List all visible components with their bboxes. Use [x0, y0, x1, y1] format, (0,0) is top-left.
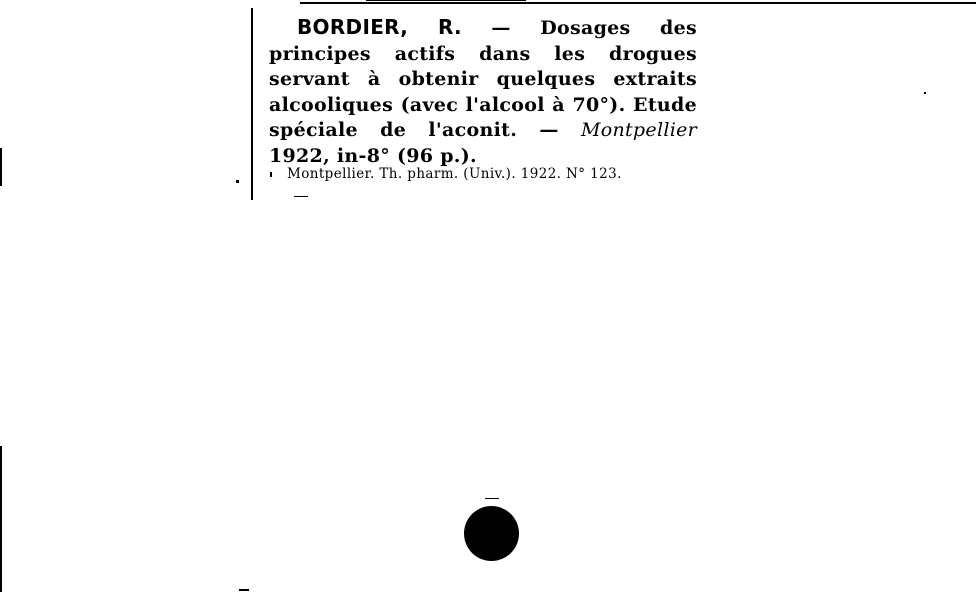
- scan-speck: [270, 172, 272, 177]
- entry-title: — Dosages des principes actifs dans les drogues servant à obtenir quelques extraits alcooliques (avec l'alcool à 70°). Etude spéciale de l'aconit. —: [269, 17, 698, 141]
- top-rule: [300, 2, 976, 4]
- entry-place: Montpellier: [580, 119, 697, 141]
- catalog-note: Montpellier. Th. pharm. (Univ.). 1922. N° 123.: [287, 166, 622, 182]
- punch-hole: [464, 506, 519, 561]
- left-rule: [251, 8, 253, 200]
- top-rule-short: [366, 0, 526, 1]
- scan-speck: [485, 498, 499, 499]
- scan-speck: [236, 180, 239, 183]
- catalog-entry: [269, 15, 697, 169]
- scan-edge-mark: [0, 148, 2, 186]
- scan-edge-mark: [0, 446, 2, 592]
- scan-speck: [239, 589, 249, 591]
- entry-author: BORDIER, R.: [297, 15, 462, 39]
- scan-speck: [924, 92, 926, 94]
- entry-imprint: 1922, in-8° (96 p.).: [269, 144, 477, 167]
- scan-speck: [294, 196, 308, 197]
